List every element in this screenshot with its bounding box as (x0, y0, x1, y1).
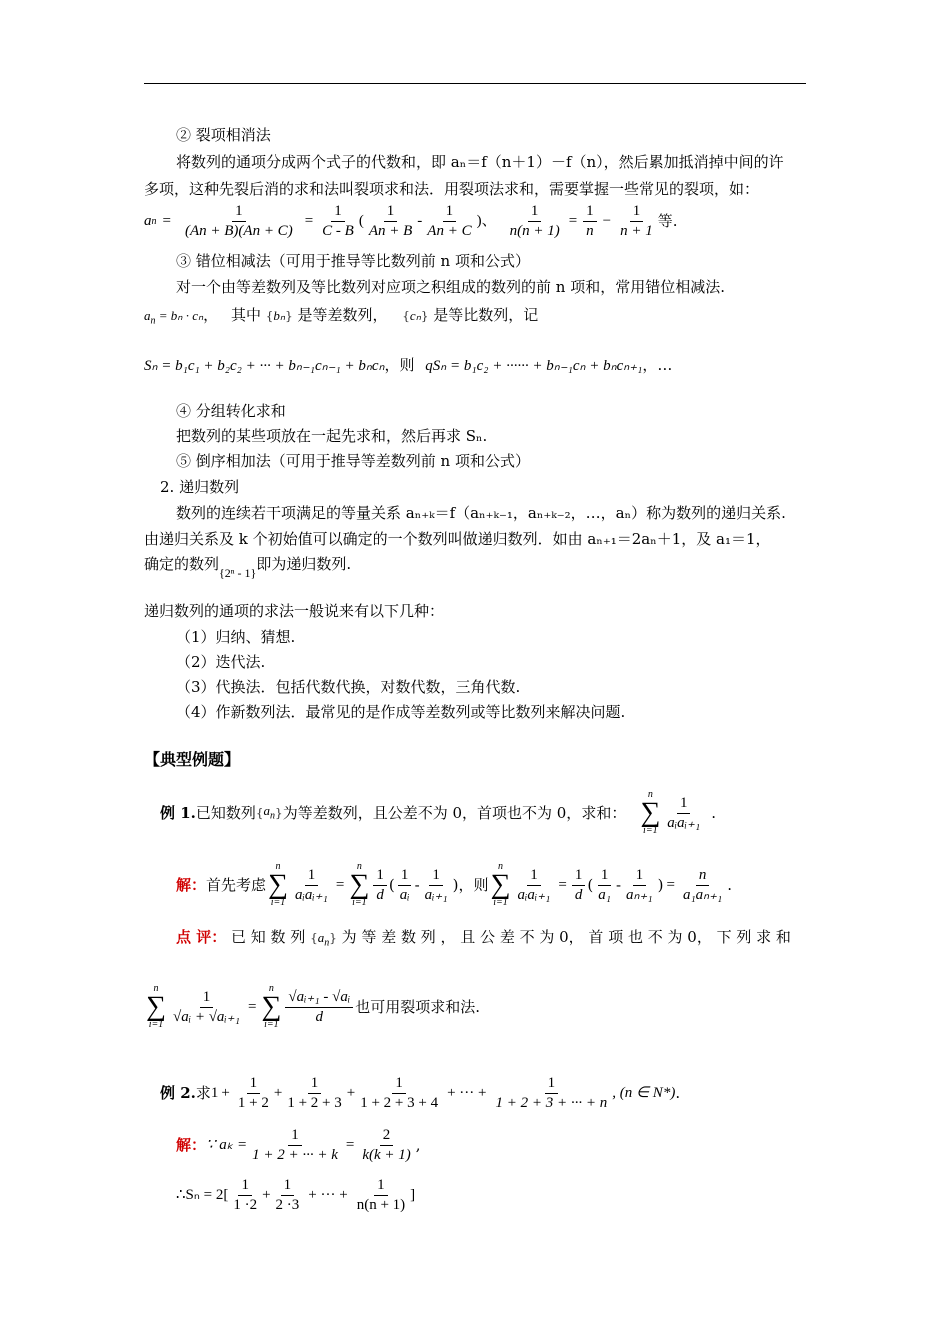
paragraph: 把数列的某些项放在一起先求和，然后再求 Sₙ. (176, 427, 488, 445)
paragraph: 对一个由等差数列及等比数列对应项之积组成的数列的前 n 项和，常用错位相减法. (176, 278, 725, 296)
examples-heading: 【典型例题】 (144, 750, 241, 769)
paragraph: 递归数列的通项的求法一般说来有以下几种： (144, 602, 445, 620)
list-item: （2）迭代法. (176, 653, 266, 671)
list-item: （3）代换法．包括代数代换，对数代数，三角代数. (176, 678, 521, 696)
fraction: $\frac{1}{An + C}$ (427, 203, 472, 239)
formula-line: $a_n = b_n \cdot c_n$， 其中 {bₙ} 是等差数列， {cₙ} 是等比数列，记 (144, 306, 539, 327)
formula-telescoping: a n = $\frac{1}{(An + B)(An + C)}$ = $\frac{1}{C - B}$ ( $\frac{1}{An + B}$ - $\frac{1}{An + C}$ )、 $\frac{1}{n(n + 1)}$ = $\frac{1}{n}$ − $\frac{1}{n + 1}$ 等. (144, 203, 678, 239)
list-item: （4）作新数列法．最常见的是作成等差数列或等比数列来解决问题. (176, 703, 626, 721)
example-1-solution: 解： 首先考虑 n ∑ i=1 $\frac{1}{\text{aᵢaᵢ₊₁}}$ = n ∑ i=1 $\frac{1}{d}$ ( $\frac{1}{\text{aᵢ}}$ - $\frac{1}{\text{aᵢ₊₁}}$ ) ，则 n ∑ i=1 $\frac{1}{\text{aᵢaᵢ₊₁}}$ = $\frac{1}{d}$ ( $\frac{1}{\text{a₁}}$ - $\frac{1}{\text{aₙ₊₁}}$ ) = $\frac{n}{\text{a₁aₙ₊₁}}$ . (176, 861, 733, 908)
fraction: $\frac{1}{n}$ (583, 204, 597, 239)
comment-line: 点 评： 已 知 数 列 $\{a_n\}$ 为 等 差 数 列 ， 且 公 差 不 为 0， 首 项 也 不 为 0， 下 列 求 和 (176, 928, 791, 949)
paragraph: 多项，这种先裂后消的求和法叫裂项求和法．用裂项法求和，需要掌握一些常见的裂项，如： (144, 180, 760, 198)
example-2-solution: 解： ∵ aₖ = $\frac{1}{1 + 2 + \cdot\cdot\cdot + k}$ = $\frac{2}{k(k + 1)}$ , (176, 1127, 421, 1163)
section-title-reverse-add: ⑤ 倒序相加法（可用于推导等差数列前 n 项和公式） (176, 452, 530, 470)
fraction: $\frac{1}{An + B}$ (368, 203, 413, 239)
sum-symbol: n ∑ i=1 (640, 789, 661, 836)
paragraph: 由递归关系及 k 个初始值可以确定的一个数列叫做递归数列．如由 aₙ₊₁＝2aₙ＋1，及 a₁＝1， (144, 530, 771, 548)
example-2: 例 2. 求 1 + $\frac{1}{1 + 2}$ + $\frac{1}{1 + 2 + 3}$ + $\frac{1}{1 + 2 + 3 + 4}$ + ··· + $\frac{1}{1 + 2 + 3 + \cdot\cdot\cdot + n}$ , (n ∈ N*) . (160, 1075, 681, 1111)
example-1: 例 1. 已知数列 { $a_n$ } 为等差数列，且公差不为 0，首项也不为 0，求和： n ∑ i=1 $\frac{1}{\text{aᵢaᵢ₊₁}}$ . (160, 789, 716, 836)
fraction: $\frac{1}{n + 1}$ (620, 203, 653, 239)
paragraph: 数列的连续若干项满足的等量关系 aₙ₊ₖ＝f（aₙ₊ₖ₋₁，aₙ₊ₖ₋₂，…，aₙ）称为数列的递归关系. (176, 504, 786, 522)
header-rule (144, 83, 806, 84)
list-item: （1）归纳、猜想. (176, 628, 296, 646)
paragraph: 确定的数列$_{\{2^n - 1\}}$即为递归数列. (144, 555, 352, 580)
example-2-sum: ∴Sₙ = 2[ $\frac{1}{1 \cdot 2}$ + $\frac{1}{2 \cdot 3}$ + ··· + $\frac{1}{n(n + 1)}$ ] (176, 1177, 416, 1213)
fraction: $\frac{1}{C - B}$ (322, 203, 354, 239)
heading-recursive: 2. 递归数列 (160, 478, 240, 496)
paragraph: 将数列的通项分成两个式子的代数和，即 aₙ＝f（n＋1）－f（n），然后累加抵消掉中间的许 (176, 153, 784, 171)
section-title-grouping: ④ 分组转化求和 (176, 402, 286, 420)
section-title-telescoping: ② 裂项相消法 (176, 126, 271, 144)
formula-line: Sₙ = b₁c₁ + b₂c₂ + ··· + bₙ₋₁cₙ₋₁ + bₙcₙ，则 qSₙ = b₁c₂ + ······ + bₙ₋₁cₙ + bₙcₙ₊₁，… (144, 356, 673, 374)
fraction: $\frac{1}{\text{aᵢaᵢ₊₁}}$ (667, 794, 701, 831)
comment-formula: n ∑ i=1 $\frac{1}{\text{√aᵢ + √aᵢ₊₁}}$ = n ∑ i=1 $\frac{\text{√aᵢ₊₁ - √aᵢ}}{d}$ 也可用裂项求和法. (146, 983, 480, 1030)
fraction: $\frac{1}{(An + B)(An + C)}$ (184, 203, 293, 239)
fraction: $\frac{1}{n(n + 1)}$ (509, 203, 560, 239)
section-title-misaligned-subtraction: ③ 错位相减法（可用于推导等比数列前 n 项和公式） (176, 252, 530, 270)
